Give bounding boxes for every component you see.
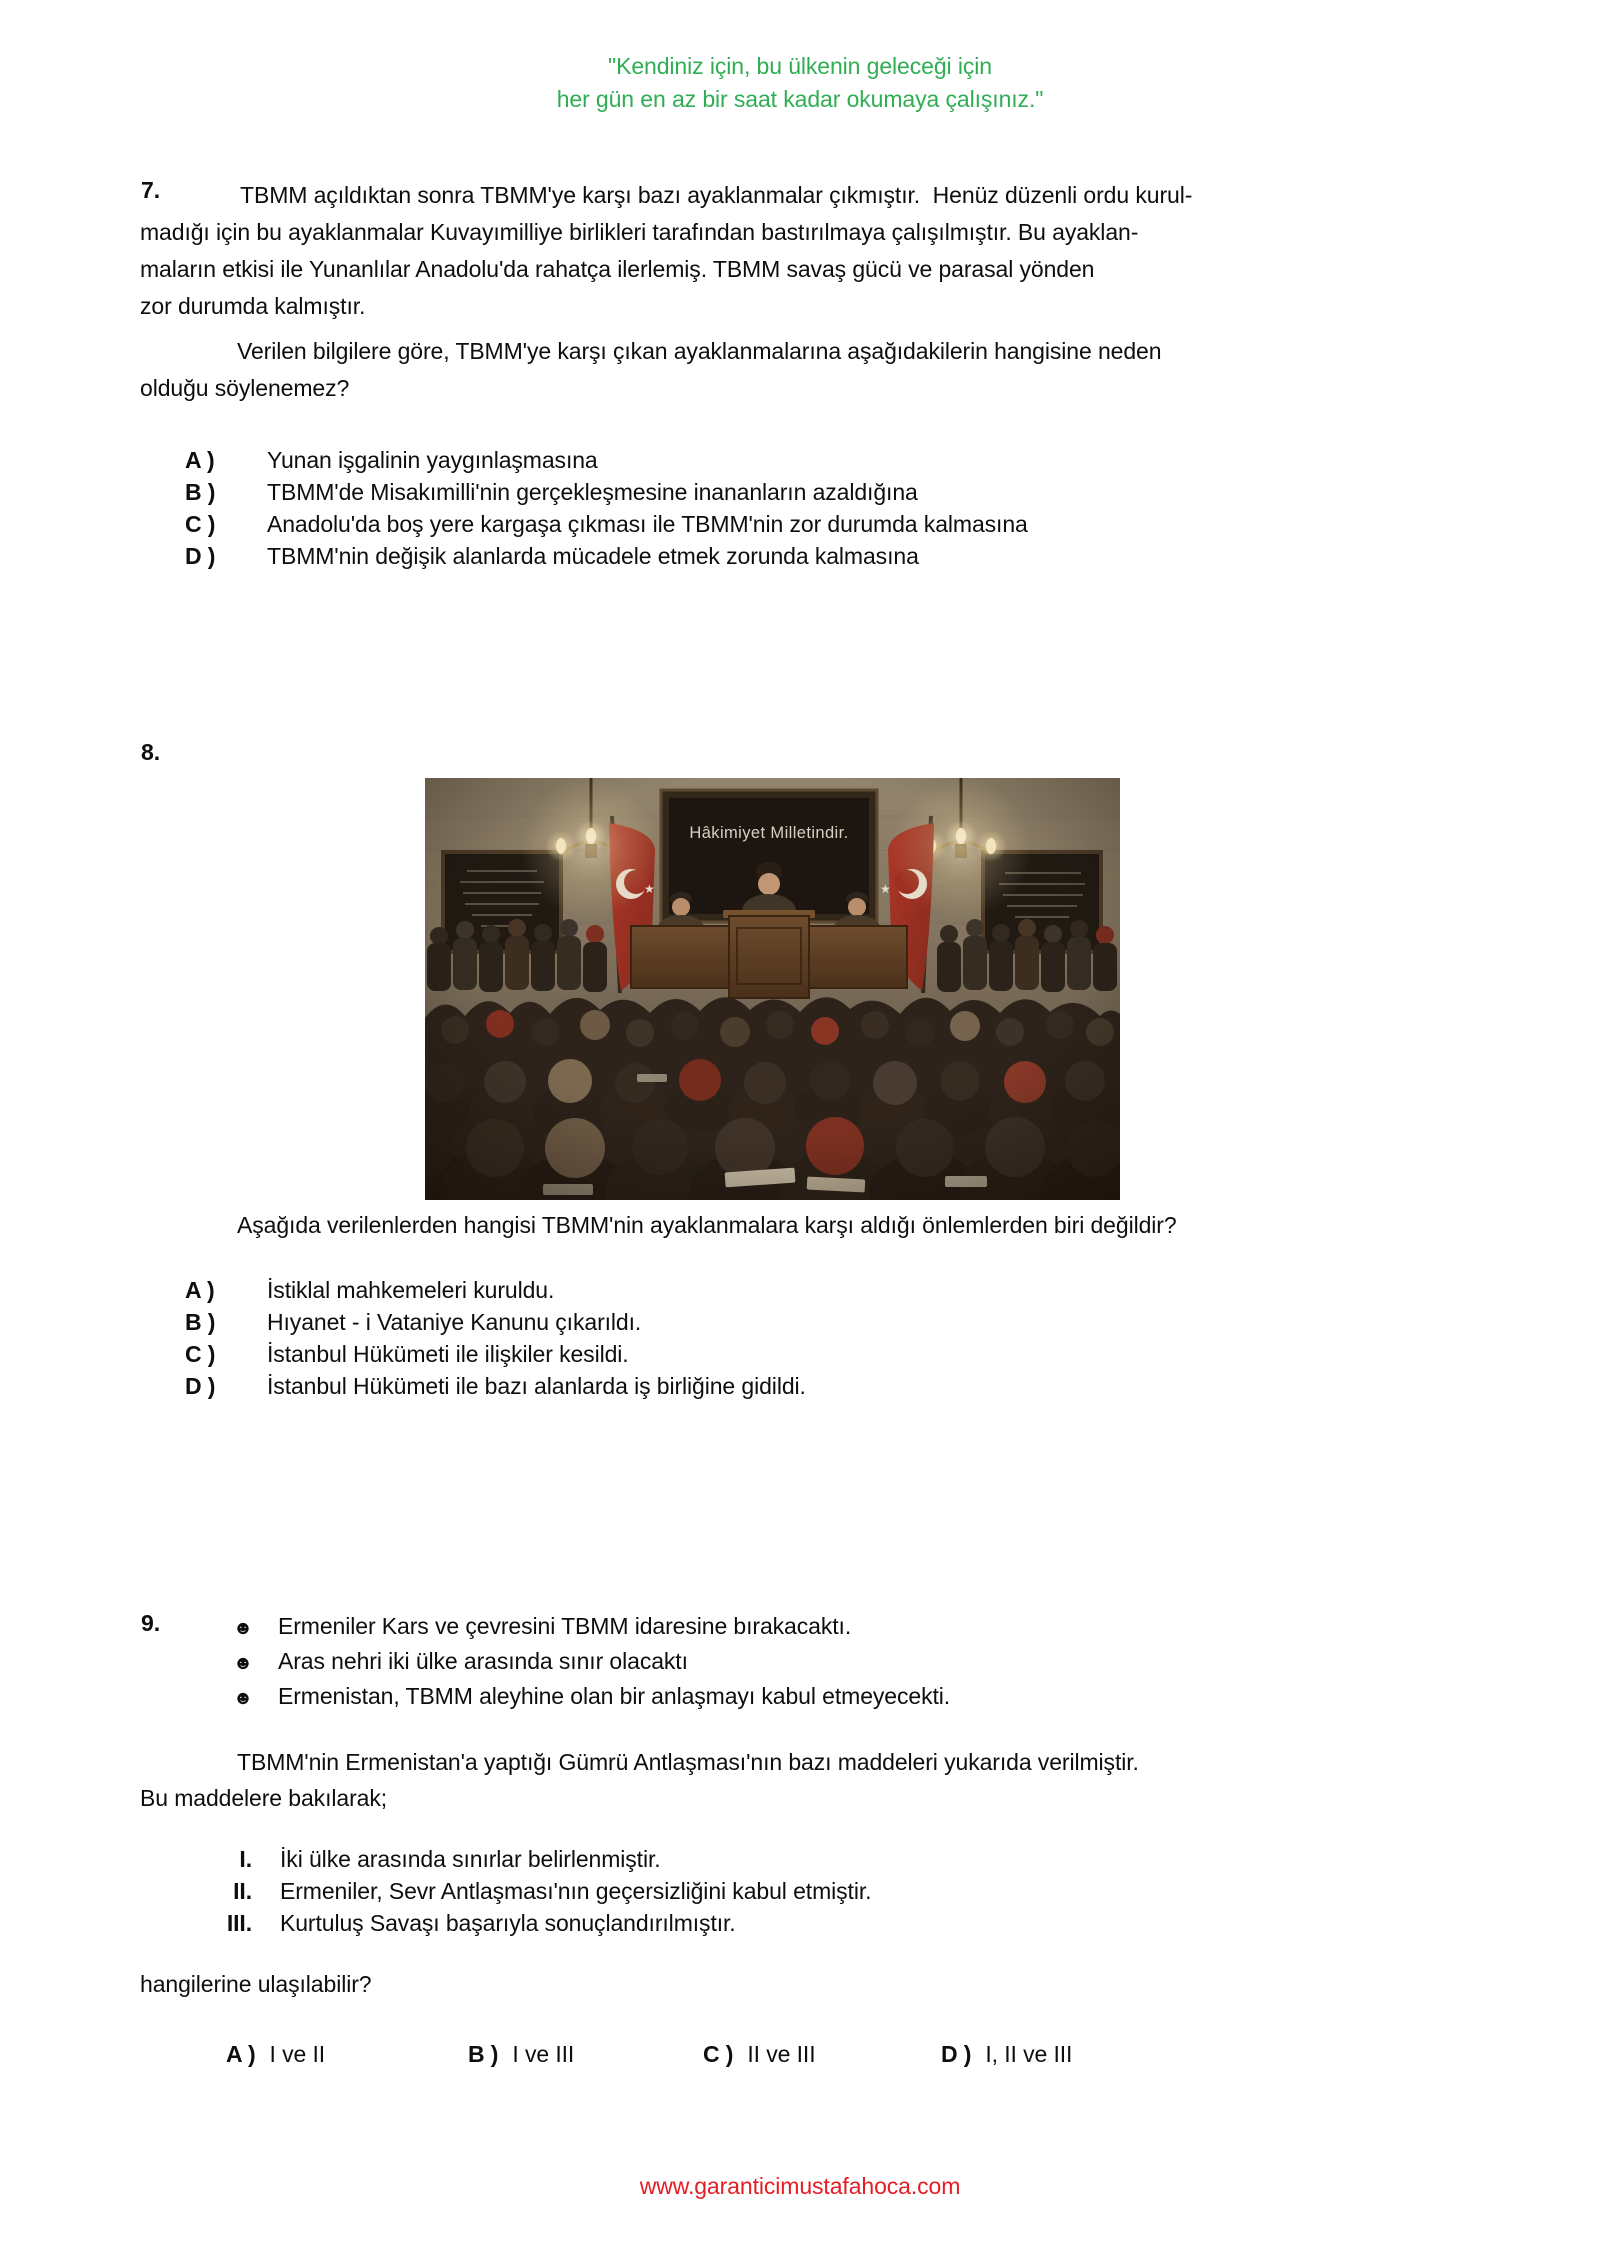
question-9-number: 9. [141,1610,160,1636]
option-letter: C ) [185,511,216,537]
question-7-number: 7. [141,177,160,203]
question-9-question: hangilerine ulaşılabilir? [140,1971,372,1997]
quote-line-2: her gün en az bir saat kadar okumaya çalışınız." [556,86,1044,112]
option-text: II ve III [747,2041,816,2067]
option-text: TBMM'nin değişik alanlarda mücadele etmek zorunda kalmasına [267,543,919,569]
smiley-bullet-icon: ☻ [233,1688,253,1709]
statement-text: Kurtuluş Savaşı başarıyla sonuçlandırılmıştır. [280,1910,736,1936]
q7-body-line: maların etkisi ile Yunanlılar Anadolu'da rahatça ilerlemiş. TBMM savaş gücü ve parasal yönden [140,256,1095,282]
statement-numeral: I. [239,1846,252,1872]
question-7-options [185,444,1028,572]
question-9-bullets [233,1610,950,1715]
q9-option-d [941,2041,1072,2068]
q9-statement-1 [140,1843,871,1875]
question-9-statements [140,1843,871,1939]
option-letter: D ) [185,1373,216,1399]
option-text: Hıyanet - i Vataniye Kanunu çıkarıldı. [267,1309,642,1335]
q8-option-c [185,1338,806,1370]
question-9-options-row [0,2041,1600,2073]
q9-option-b [468,2041,574,2068]
q8-option-b [185,1306,806,1338]
question-7-body [140,177,1192,325]
q7-option-b [185,476,1028,508]
question-8-options [185,1274,806,1402]
q8-prompt-line: Aşağıda verilenlerden hangisi TBMM'nin ayaklanmalara karşı aldığı önlemlerden biri değildir? [237,1212,1177,1238]
option-text: I, II ve III [985,2041,1073,2067]
option-text: İstiklal mahkemeleri kuruldu. [267,1277,555,1303]
q7-body-line: madığı için bu ayaklanmalar Kuvayımilliye birlikleri tarafından bastırılmaya çalışılmıştır. Bu ayaklan- [140,219,1139,245]
header-quote [0,50,1600,116]
q7-prompt-line: Verilen bilgilere göre, TBMM'ye karşı çıkan ayaklanmalarına aşağıdakilerin hangisine neden [237,338,1162,364]
option-letter: A ) [226,2041,256,2067]
option-text: I ve III [512,2041,575,2067]
option-text: İstanbul Hükümeti ile ilişkiler kesildi. [267,1341,629,1367]
q9-statement-2 [140,1875,871,1907]
statement-numeral: III. [226,1910,252,1936]
q8-option-d [185,1370,806,1402]
q9-paragraph-line: TBMM'nin Ermenistan'a yaptığı Gümrü Antlaşması'nın bazı maddeleri yukarıda verilmiştir. [237,1749,1139,1775]
smiley-bullet-icon: ☻ [233,1618,253,1639]
question-9-paragraph [140,1744,1139,1816]
option-letter: B ) [185,1309,216,1335]
q7-prompt-line: olduğu söylenemez? [140,375,350,401]
smiley-bullet-icon: ☻ [233,1653,253,1674]
question-7-prompt [140,333,1161,407]
q7-option-c [185,508,1028,540]
tbmm-assembly-photo-svg [425,778,1120,1200]
statement-text: Ermeniler, Sevr Antlaşması'nın geçersizliğini kabul etmiştir. [280,1878,872,1904]
q9-statement-3 [140,1907,871,1939]
bullet-text: Ermeniler Kars ve çevresini TBMM idaresine bırakacaktı. [278,1613,852,1639]
vignette-overlay [425,778,1120,1200]
footer-url: www.garanticimustafahoca.com [639,2173,961,2199]
q9-bullet-item [233,1610,950,1645]
option-letter: D ) [185,543,216,569]
statement-numeral: II. [233,1878,252,1904]
q9-paragraph-line: Bu maddelere bakılarak; [140,1785,388,1811]
option-letter: B ) [468,2041,499,2067]
option-letter: D ) [941,2041,972,2067]
q7-option-a [185,444,1028,476]
bullet-text: Aras nehri iki ülke arasında sınır olacaktı [278,1648,688,1674]
q7-body-line: zor durumda kalmıştır. [140,293,366,319]
option-text: İstanbul Hükümeti ile bazı alanlarda iş birliğine gidildi. [267,1373,806,1399]
tbmm-assembly-photo [425,778,1120,1200]
question-8-prompt [140,1207,1177,1244]
q9-option-c [703,2041,815,2068]
q9-bullet-item [233,1645,950,1680]
option-text: Yunan işgalinin yaygınlaşmasına [267,447,598,473]
q9-bullet-item [233,1680,950,1715]
q8-option-a [185,1274,806,1306]
q9-option-a [226,2041,325,2068]
option-letter: C ) [703,2041,734,2067]
option-letter: B ) [185,479,216,505]
statement-text: İki ülke arasında sınırlar belirlenmiştir. [280,1846,661,1872]
option-text: Anadolu'da boş yere kargaşa çıkması ile TBMM'nin zor durumda kalmasına [267,511,1028,537]
option-letter: A ) [185,1277,215,1303]
question-8-number: 8. [141,739,160,765]
quote-line-1: "Kendiniz için, bu ülkenin geleceği için [608,53,992,79]
option-letter: A ) [185,447,215,473]
q7-option-d [185,540,1028,572]
q7-body-line: TBMM açıldıktan sonra TBMM'ye karşı bazı ayaklanmalar çıkmıştır. Henüz düzenli ordu kurul- [240,182,1193,208]
option-text: TBMM'de Misakımilli'nin gerçekleşmesine inananların azaldığına [267,479,918,505]
option-text: I ve II [269,2041,326,2067]
option-letter: C ) [185,1341,216,1367]
bullet-text: Ermenistan, TBMM aleyhine olan bir anlaşmayı kabul etmeyecekti. [278,1683,951,1709]
